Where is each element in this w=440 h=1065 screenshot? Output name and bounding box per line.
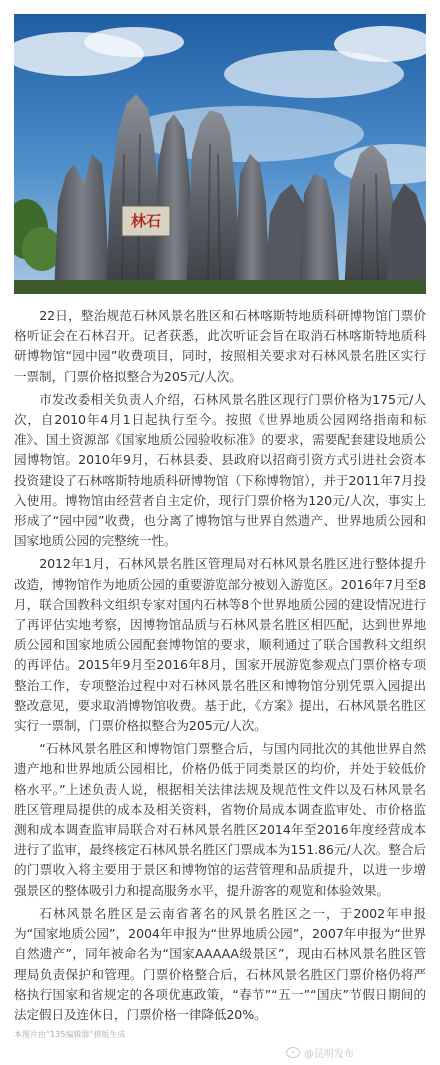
paragraph: “石林风景名胜区和博物馆门票整合后，与国内同批次的其他世界自然遗产地和世界地质公园相比，价格仍低于同类景区的均价，并处于较低价格水平。”上述负责人说，根据相关法律法规及规范性文件以及石林风景名胜区管理局提供的成本及相关资料，省物价局成本调查监审处、市价格监测和成本调查监审局联合对石林风景名胜区2014年至2016年度经营成本进行了监审，最终核定石林风景名胜区门票成本为151.86元/人次。整合后的门票收入将主要用于景区和博物馆的运营管理和品质提升，以进一步增强景区的整体吸引力和提高服务水平，提升游客的观览和体验效果。 — [14, 741, 426, 898]
watermark-text: @昆明发布 — [304, 1049, 354, 1060]
hero-photo — [14, 14, 426, 294]
rock-inscription: 林石 — [130, 212, 162, 230]
paragraph: 市发改委相关负责人介绍，石林风景名胜区现行门票价格为175元/人次，自2010年4月1日起执行至今。按照《世界地质公园网络指南和标准》、国土资源部《国家地质公园验收标准》的要求，需要配套建设地质公园博物馆。2010年9月，石林县委、县政府以招商引资方式引进社会资本投资建设了石林喀斯特地质科研博物馆（下称博物馆），并于2011年7月投入使用。博物馆由经营者自主定价，现行门票价格为120元/人次，事实上形成了“园中园”收费，也分离了博物馆与世界自然遗产、世界地质公园和国家地质公园的完整统一性。 — [14, 391, 426, 549]
paragraph: 2012年1月，石林风景名胜区管理局对石林风景名胜区进行整体提升改造，博物馆作为地质公园的重要游览部分被划入游览区。2016年7月至8月，联合国教科文组织专家对国内石林等8个世界地质公园的建设情况进行了再评估实地考察，因博物馆品质与石林风景名胜区相匹配，达到世界地质公园和国家地质公园配套博物馆的要求，顺利通过了联合国教科文组织的再评估。2015年9月至2016年8月，国家开展游览参观点门票价格专项整治工作，专项整治过程中对石林风景名胜区和博物馆分别凭票入园提出整改意见，要求取消博物馆收费。基于此，《方案》提出，石林风景名胜区实行一票制，门票价格拟整合为205元/人次。 — [14, 556, 426, 734]
paragraph: 石林风景名胜区是云南省著名的风景名胜区之一，于2002年申报为“国家地质公园”，2004年申报为“世界地质公园”，2007年申报为“世界自然遗产”，同年被命名为“国家AAAAA级景区”，现由石林风景名胜区管理局负责保护和管理。门票价格整合后，石林风景名胜区门票价格仍将严格执行国家和省规定的各项优惠政策，“春节”“五一”“国庆”节假日期间的法定假日及连休日，门票价格一律降低20%。 — [14, 905, 426, 1022]
weibo-logo-icon — [286, 1047, 300, 1058]
paragraph: 22日，整治规范石林风景名胜区和石林喀斯特地质科研博物馆门票价格听证会在石林召开。记者获悉，此次听证会旨在取消石林喀斯特地质科研博物馆“园中园”收费项目，同时，按照相关要求对石林风景名胜区实行一票制，门票价格拟整合为205元/人次。 — [14, 308, 426, 384]
stone-forest-image — [14, 14, 426, 294]
article-body — [14, 306, 426, 1028]
weibo-watermark — [286, 1045, 354, 1060]
layout-source-note: 本图片由“135编辑器”排版生成 — [14, 1030, 126, 1039]
